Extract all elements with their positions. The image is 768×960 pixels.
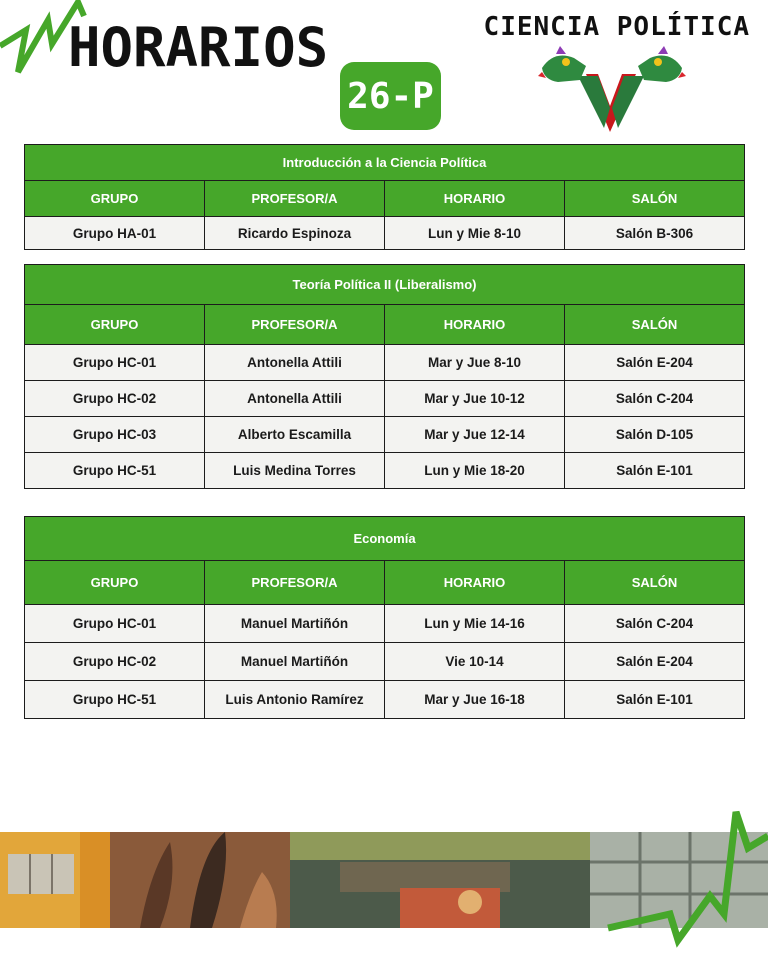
cell-room: Salón E-204 [565, 345, 745, 381]
faculty-logo-icon [538, 46, 686, 136]
column-header-group: GRUPO [25, 181, 205, 217]
table-row [25, 417, 745, 453]
column-header-professor: PROFESOR/A [205, 561, 385, 605]
cell-professor: Manuel Martiñón [205, 605, 385, 643]
cell-group: Grupo HA-01 [25, 217, 205, 250]
period-badge: 26-P [340, 62, 441, 130]
cell-professor: Ricardo Espinoza [205, 217, 385, 250]
course-title: Teoría Política II (Liberalismo) [25, 265, 745, 305]
page-title: HORARIOS [68, 16, 329, 79]
cell-professor: Luis Antonio Ramírez [205, 681, 385, 719]
cell-room: Salón D-105 [565, 417, 745, 453]
column-header-group: GRUPO [25, 305, 205, 345]
program-name: CIENCIA POLÍTICA [483, 12, 750, 42]
cell-room: Salón C-204 [565, 381, 745, 417]
cell-schedule: Lun y Mie 18-20 [385, 453, 565, 489]
table-row [25, 217, 745, 250]
cell-group: Grupo HC-51 [25, 453, 205, 489]
cell-group: Grupo HC-02 [25, 643, 205, 681]
schedule-table-intro [24, 144, 745, 250]
column-header-schedule: HORARIO [385, 305, 565, 345]
column-header-schedule: HORARIO [385, 561, 565, 605]
cell-schedule: Mar y Jue 8-10 [385, 345, 565, 381]
column-header-professor: PROFESOR/A [205, 305, 385, 345]
cell-schedule: Mar y Jue 16-18 [385, 681, 565, 719]
cell-group: Grupo HC-01 [25, 605, 205, 643]
cell-schedule: Vie 10-14 [385, 643, 565, 681]
table-row [25, 453, 745, 489]
cell-professor: Antonella Attili [205, 345, 385, 381]
schedule-table-political-theory [24, 264, 745, 489]
cell-professor: Alberto Escamilla [205, 417, 385, 453]
schedule-table-economics [24, 516, 745, 719]
table-row [25, 345, 745, 381]
zigzag-decoration-bottom-right [598, 810, 768, 960]
table-row [25, 381, 745, 417]
cell-room: Salón E-204 [565, 643, 745, 681]
cell-schedule: Lun y Mie 14-16 [385, 605, 565, 643]
cell-schedule: Mar y Jue 10-12 [385, 381, 565, 417]
cell-group: Grupo HC-03 [25, 417, 205, 453]
cell-professor: Antonella Attili [205, 381, 385, 417]
cell-room: Salón E-101 [565, 453, 745, 489]
column-header-schedule: HORARIO [385, 181, 565, 217]
cell-room: Salón E-101 [565, 681, 745, 719]
table-row [25, 681, 745, 719]
column-header-room: SALÓN [565, 561, 745, 605]
cell-professor: Manuel Martiñón [205, 643, 385, 681]
course-title: Economía [25, 517, 745, 561]
column-header-professor: PROFESOR/A [205, 181, 385, 217]
cell-schedule: Lun y Mie 8-10 [385, 217, 565, 250]
cell-room: Salón C-204 [565, 605, 745, 643]
column-header-room: SALÓN [565, 181, 745, 217]
cell-group: Grupo HC-01 [25, 345, 205, 381]
cell-group: Grupo HC-02 [25, 381, 205, 417]
table-row [25, 643, 745, 681]
column-header-room: SALÓN [565, 305, 745, 345]
column-header-group: GRUPO [25, 561, 205, 605]
cell-professor: Luis Medina Torres [205, 453, 385, 489]
course-title: Introducción a la Ciencia Política [25, 145, 745, 181]
cell-schedule: Mar y Jue 12-14 [385, 417, 565, 453]
cell-room: Salón B-306 [565, 217, 745, 250]
table-row [25, 605, 745, 643]
cell-group: Grupo HC-51 [25, 681, 205, 719]
